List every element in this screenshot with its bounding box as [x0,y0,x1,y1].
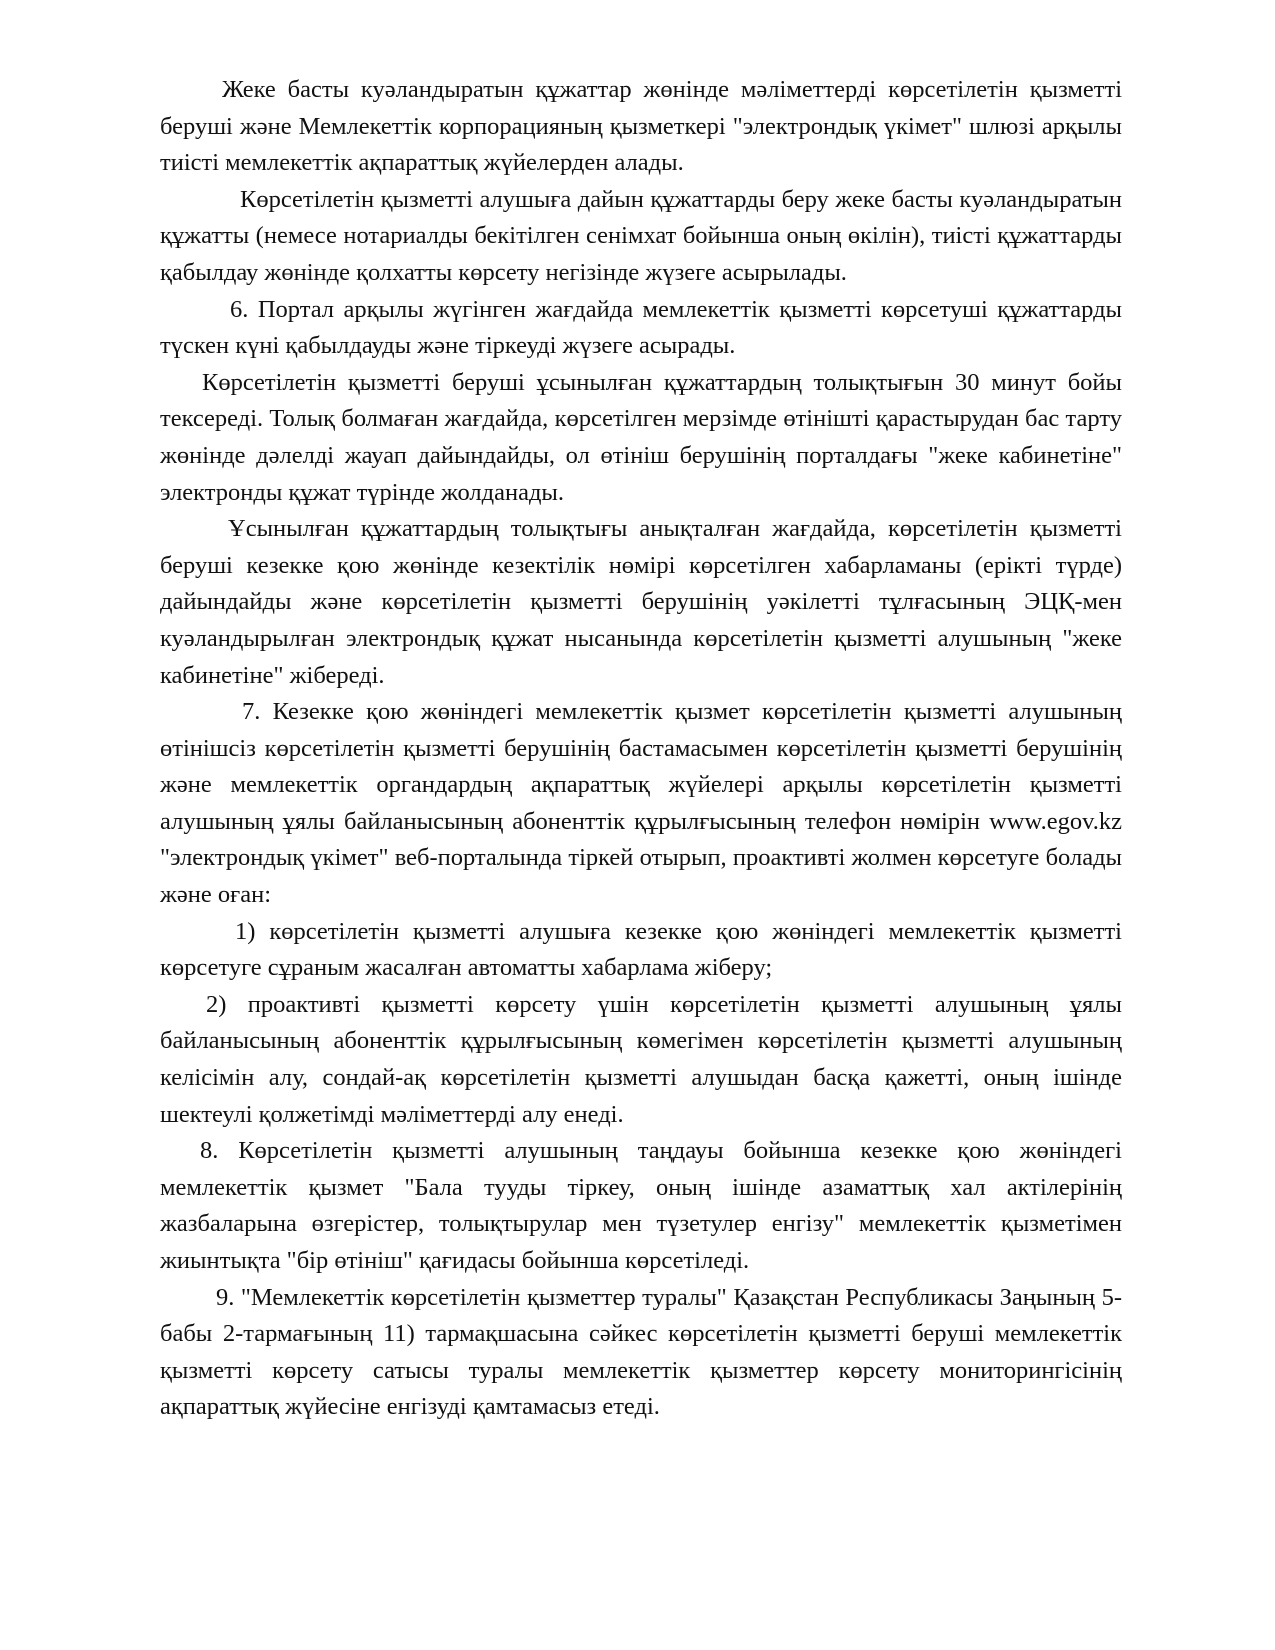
paragraph-item-8: 8. Көрсетілетін қызметті алушының таңдауы бойынша кезекке қою жөніндегі мемлекеттік қызмет "Бала тууды тіркеу, оның ішінде азаматтық хал актілерінің жазбаларына өзгерістер, толықтырулар мен түзетулер енгізу" мемлекеттік қызметімен жиынтықта "бір өтініш" қағидасы бойынша көрсетіледі. [160,1137,1122,1274]
paragraph-item-7: 7. Кезекке қою жөніндегі мемлекеттік қызмет көрсетілетін қызметті алушының өтінішсіз көрсетілетін қызметті берушінің бастамасымен көрсетілетін қызметті берушінің және мемлекеттік органдардың ақпараттық жүйелері арқылы көрсетілетін қызметті алушының ұялы байланысының абоненттік құрылғысының телефон нөмірін www.egov.kz "электрондық үкімет" веб-порталында тіркей отырып, проактивті жолмен көрсетуге болады және оған: [160,698,1122,909]
paragraph-completeness-check: Көрсетілетін қызметті беруші ұсынылған құжаттардың толықтығын 30 минут бойы тексереді. Толық болмаған жағдайда, көрсетілген мерзімде өтінішті қарастырудан бас тарту жөнінде дәлелді жауап дайындайды, ол өтініш берушінің порталдағы "жеке кабинетіне" электронды құжат түрінде жолданады. [160,368,1122,506]
paragraph-item-6: 6. Портал арқылы жүгінген жағдайда мемлекеттік қызметті көрсетуші құжаттарды түскен күні қабылдауды және тіркеуді жүзеге асырады. [160,295,1122,360]
paragraph-queue-notification: Ұсынылған құжаттардың толықтығы анықталған жағдайда, көрсетілетін қызметті беруші кезекке қою жөнінде кезектілік нөмірі көрсетілген хабарламаны (ерікті түрде) дайындайды және көрсетілетін қызметті берушінің уәкілетті тұлғасының ЭЦҚ-мен куәландырылған электрондық құжат нысанында көрсетілетін қызметті алушының "жеке кабинетіне" жібереді. [160,515,1122,689]
paragraph-issue-documents: Көрсетілетін қызметті алушыға дайын құжаттарды беру жеке басты куәландыратын құжатты (немесе нотариалды бекітілген сенімхат бойынша оның өкілін), тиісті құжаттарды қабылдау жөнінде қолхатты көрсету негізінде жүзеге асырылады. [160,185,1122,286]
document-page [160,72,1122,1426]
paragraph-item-9: 9. "Мемлекеттік көрсетілетін қызметтер туралы" Қазақстан Республикасы Заңының 5-бабы 2-тармағының 11) тармақшасына сәйкес көрсетілетін қызметті беруші мемлекеттік қызметті көрсету сатысы туралы мемлекеттік қызметтер көрсету мониторингісінің ақпараттық жүйесіне енгізуді қамтамасыз етеді. [160,1283,1122,1421]
paragraph-subitem-2: 2) проактивті қызметті көрсету үшін көрсетілетін қызметті алушының ұялы байланысының абоненттік құрылғысының көмегімен көрсетілетін қызметті алушының келісімін алу, сондай-ақ көрсетілетін қызметті алушыдан басқа қажетті, оның ішінде шектеулі қолжетімді мәліметтерді алу енеді. [160,990,1122,1128]
paragraph-identity-documents: Жеке басты куәландыратын құжаттар жөнінде мәліметтерді көрсетілетін қызметті беруші және Мемлекеттік корпорацияның қызметкері "электрондық үкімет" шлюзі арқылы тиісті мемлекеттік ақпараттық жүйелерден алады. [160,76,1122,177]
paragraph-subitem-1: 1) көрсетілетін қызметті алушыға кезекке қою жөніндегі мемлекеттік қызметті көрсетуге сұраным жасалған автоматты хабарлама жіберу; [160,917,1122,982]
